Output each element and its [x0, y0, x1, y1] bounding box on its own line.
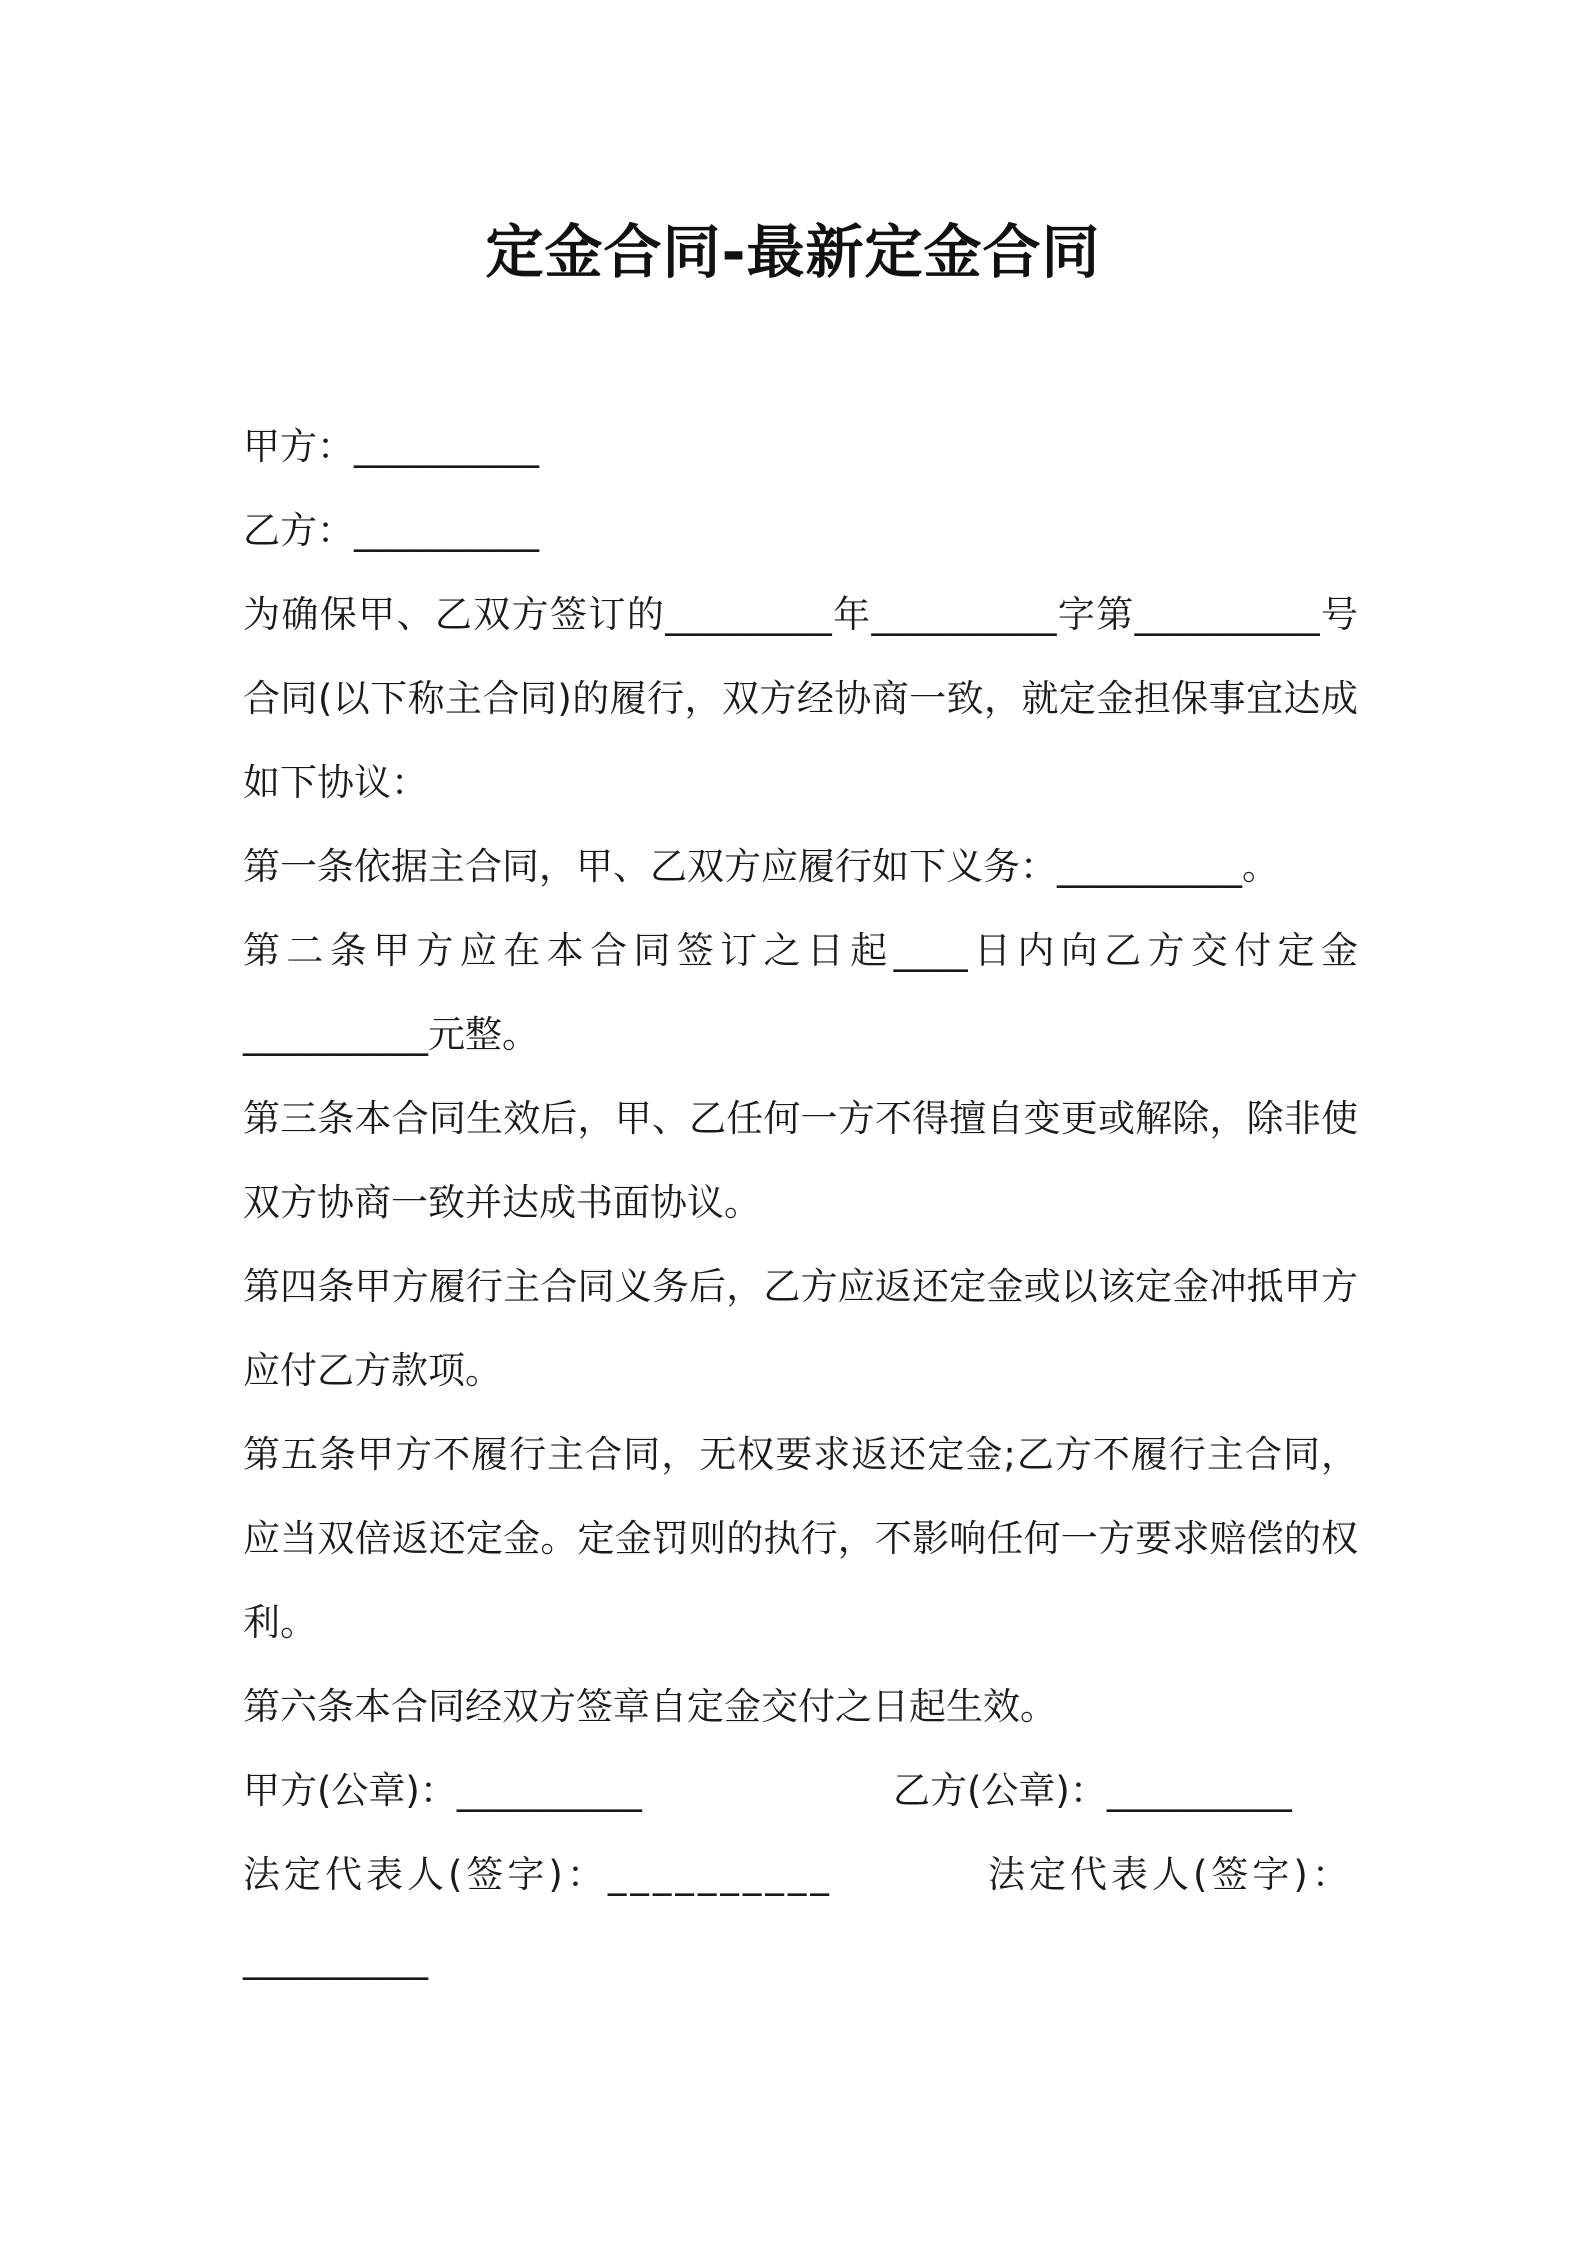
- party-a-seal: 甲方(公章)：__________: [243, 1769, 642, 1812]
- article-2-line-2: __________元整。: [243, 1013, 539, 1056]
- party-b-representative-blank: __________: [243, 1937, 428, 1980]
- article-5-line-2: 应当双倍返还定金。定金罚则的执行，不影响任何一方要求赔偿的权: [243, 1517, 1358, 1560]
- article-2-line-1: 第二条甲方应在本合同签订之日起____日内向乙方交付定金: [243, 929, 1358, 972]
- article-4-line-1: 第四条甲方履行主合同义务后，乙方应返还定金或以该定金冲抵甲方: [243, 1265, 1358, 1308]
- party-b-representative: 法定代表人(签字)：: [988, 1853, 1353, 1896]
- article-3-line-1: 第三条本合同生效后，甲、乙任何一方不得擅自变更或解除，除非使: [243, 1097, 1358, 1140]
- article-5-line-1: 第五条甲方不履行主合同，无权要求返还定金;乙方不履行主合同，: [243, 1433, 1358, 1476]
- article-3-line-2: 双方协商一致并达成书面协议。: [243, 1181, 761, 1224]
- representative-signature-row: [243, 1833, 1358, 1917]
- party-a-line: 甲方：__________: [243, 425, 539, 468]
- article-1: 第一条依据主合同，甲、乙双方应履行如下义务：__________。: [243, 845, 1279, 888]
- document-title: 定金合同-最新定金合同: [485, 218, 1101, 286]
- article-5-line-3: 利。: [243, 1601, 317, 1644]
- preamble-line-1: 为确保甲、乙双方签订的_________年__________字第__________号: [243, 593, 1358, 636]
- contract-body: [243, 405, 1358, 2001]
- party-b-line: 乙方：__________: [243, 509, 539, 552]
- party-a-representative: 法定代表人(签字)：__________: [243, 1853, 833, 1896]
- seal-signature-row: [243, 1749, 1358, 1833]
- article-4-line-2: 应付乙方款项。: [243, 1349, 502, 1392]
- preamble-line-3: 如下协议：: [243, 761, 428, 804]
- party-b-seal: 乙方(公章)：__________: [893, 1769, 1292, 1812]
- preamble-line-2: 合同(以下称主合同)的履行，双方经协商一致，就定金担保事宜达成: [243, 677, 1358, 720]
- article-6: 第六条本合同经双方签章自定金交付之日起生效。: [243, 1685, 1057, 1728]
